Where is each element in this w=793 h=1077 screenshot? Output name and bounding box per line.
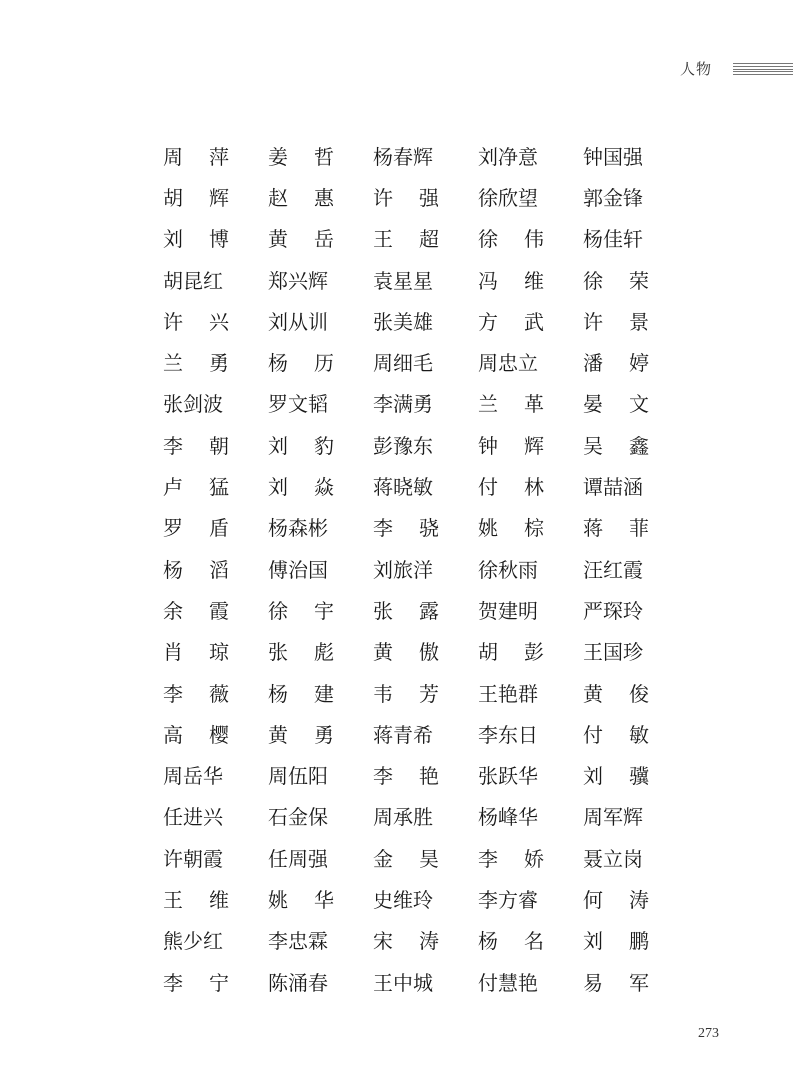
- names-list: [163, 136, 663, 1003]
- name-entry: 张 露: [373, 598, 439, 623]
- name-entry: 彭豫东: [373, 433, 433, 458]
- name-entry: 胡 辉: [163, 185, 229, 210]
- name-entry: 石金保: [268, 805, 328, 830]
- name-entry: 史维玲: [373, 887, 433, 912]
- name-entry: 黄 傲: [373, 640, 439, 665]
- name-entry: 徐秋雨: [478, 557, 538, 582]
- name-entry: 余 霞: [163, 598, 229, 623]
- name-entry: 李东日: [478, 722, 538, 747]
- name-entry: 汪红霞: [583, 557, 643, 582]
- name-entry: 冯 维: [478, 268, 544, 293]
- name-entry: 严琛玲: [583, 598, 643, 623]
- name-entry: 刘净意: [478, 144, 538, 169]
- name-entry: 卢 猛: [163, 475, 229, 500]
- name-entry: 潘 婷: [583, 351, 649, 376]
- name-entry: 周伍阳: [268, 764, 328, 789]
- page-number: 273: [698, 1026, 719, 1041]
- name-entry: 杨 滔: [163, 557, 229, 582]
- name-entry: 杨春辉: [373, 144, 433, 169]
- name-entry: 付 敏: [583, 722, 649, 747]
- name-entry: 兰 勇: [163, 351, 229, 376]
- name-entry: 金 昊: [373, 846, 439, 871]
- name-entry: 高 樱: [163, 722, 229, 747]
- name-entry: 袁星星: [373, 268, 433, 293]
- name-entry: 任周强: [268, 846, 328, 871]
- name-entry: 张剑波: [163, 392, 223, 417]
- name-entry: 徐 宇: [268, 598, 334, 623]
- name-entry: 杨 建: [268, 681, 334, 706]
- name-entry: 王国珍: [583, 640, 643, 665]
- name-entry: 周岳华: [163, 764, 223, 789]
- name-entry: 胡 彭: [478, 640, 544, 665]
- name-entry: 李 薇: [163, 681, 229, 706]
- name-entry: 钟国强: [583, 144, 643, 169]
- name-entry: 张跃华: [478, 764, 538, 789]
- name-entry: 蒋 菲: [583, 516, 649, 541]
- name-entry: 刘旅洋: [373, 557, 433, 582]
- name-entry: 王 超: [373, 227, 439, 252]
- name-entry: 李 朝: [163, 433, 229, 458]
- name-entry: 杨森彬: [268, 516, 328, 541]
- name-entry: 黄 岳: [268, 227, 334, 252]
- name-entry: 姚 棕: [478, 516, 544, 541]
- name-entry: 方 武: [478, 309, 544, 334]
- name-entry: 李 宁: [163, 970, 229, 995]
- name-entry: 李 娇: [478, 846, 544, 871]
- name-entry: 徐 荣: [583, 268, 649, 293]
- name-entry: 刘 鹏: [583, 929, 649, 954]
- name-entry: 徐 伟: [478, 227, 544, 252]
- name-entry: 李 骁: [373, 516, 439, 541]
- name-entry: 周 萍: [163, 144, 229, 169]
- name-entry: 钟 辉: [478, 433, 544, 458]
- name-entry: 李方睿: [478, 887, 538, 912]
- name-entry: 王 维: [163, 887, 229, 912]
- name-entry: 晏 文: [583, 392, 649, 417]
- name-entry: 李满勇: [373, 392, 433, 417]
- name-entry: 吴 鑫: [583, 433, 649, 458]
- name-entry: 刘 骥: [583, 764, 649, 789]
- name-entry: 付慧艳: [478, 970, 538, 995]
- name-entry: 王中城: [373, 970, 433, 995]
- name-entry: 周忠立: [478, 351, 538, 376]
- name-entry: 杨峰华: [478, 805, 538, 830]
- name-entry: 付 林: [478, 475, 544, 500]
- name-entry: 杨佳轩: [583, 227, 643, 252]
- name-entry: 刘 豹: [268, 433, 334, 458]
- name-entry: 韦 芳: [373, 681, 439, 706]
- name-entry: 李忠霖: [268, 929, 328, 954]
- name-entry: 黄 俊: [583, 681, 649, 706]
- name-entry: 周承胜: [373, 805, 433, 830]
- name-entry: 王艳群: [478, 681, 538, 706]
- name-entry: 赵 惠: [268, 185, 334, 210]
- name-entry: 宋 涛: [373, 929, 439, 954]
- name-entry: 杨 历: [268, 351, 334, 376]
- name-entry: 肖 琼: [163, 640, 229, 665]
- name-entry: 谭喆涵: [583, 475, 643, 500]
- name-entry: 刘 焱: [268, 475, 334, 500]
- name-entry: 许 兴: [163, 309, 229, 334]
- name-entry: 胡昆红: [163, 268, 223, 293]
- name-entry: 罗 盾: [163, 516, 229, 541]
- section-title: 人物: [680, 60, 713, 78]
- name-entry: 杨 名: [478, 929, 544, 954]
- name-entry: 聂立岗: [583, 846, 643, 871]
- name-entry: 傅治国: [268, 557, 328, 582]
- name-entry: 许 强: [373, 185, 439, 210]
- name-entry: 徐欣望: [478, 185, 538, 210]
- name-entry: 贺建明: [478, 598, 538, 623]
- name-entry: 许 景: [583, 309, 649, 334]
- name-entry: 黄 勇: [268, 722, 334, 747]
- name-entry: 李 艳: [373, 764, 439, 789]
- running-header: [680, 58, 712, 79]
- name-entry: 张 彪: [268, 640, 334, 665]
- name-entry: 罗文韬: [268, 392, 328, 417]
- name-entry: 任进兴: [163, 805, 223, 830]
- name-entry: 郑兴辉: [268, 268, 328, 293]
- name-entry: 易 军: [583, 970, 649, 995]
- name-entry: 刘从训: [268, 309, 328, 334]
- name-entry: 周军辉: [583, 805, 643, 830]
- name-entry: 姜 哲: [268, 144, 334, 169]
- header-decorative-rule: [733, 63, 793, 75]
- name-entry: 陈涌春: [268, 970, 328, 995]
- name-entry: 刘 博: [163, 227, 229, 252]
- name-entry: 蒋晓敏: [373, 475, 433, 500]
- name-entry: 郭金锋: [583, 185, 643, 210]
- name-entry: 许朝霞: [163, 846, 223, 871]
- name-entry: 张美雄: [373, 309, 433, 334]
- name-entry: 熊少红: [163, 929, 223, 954]
- name-entry: 兰 革: [478, 392, 544, 417]
- name-entry: 姚 华: [268, 887, 334, 912]
- name-entry: 何 涛: [583, 887, 649, 912]
- name-entry: 周细毛: [373, 351, 433, 376]
- name-entry: 蒋青希: [373, 722, 433, 747]
